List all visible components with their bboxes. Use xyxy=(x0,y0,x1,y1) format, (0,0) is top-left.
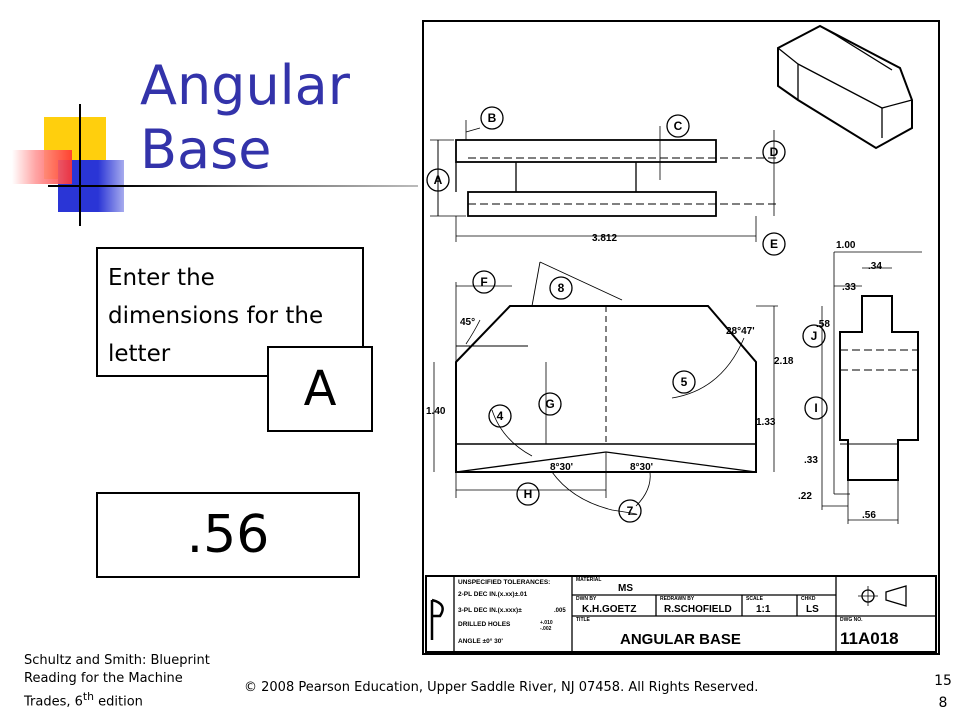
tb-chkd-label: CHKD xyxy=(801,596,816,602)
dim-34: .34 xyxy=(868,261,882,272)
citation xyxy=(24,652,239,711)
citation-line3-suffix: edition xyxy=(94,694,143,710)
tb-tol2v: .005 xyxy=(554,608,566,614)
dim-33a: .33 xyxy=(842,282,856,293)
dim-100: 1.00 xyxy=(836,240,856,251)
dim-56: .56 xyxy=(862,510,876,521)
tb-dwn: K.H.GOETZ xyxy=(582,604,637,615)
dim-140: 1.40 xyxy=(426,406,446,417)
answer-box[interactable] xyxy=(96,492,360,578)
citation-line3-sup: th xyxy=(82,690,95,703)
dim-3812: 3.812 xyxy=(592,233,618,244)
tb-scale: 1:1 xyxy=(756,604,771,615)
tb-scale-label: SCALE xyxy=(746,596,763,602)
dim-58: .58 xyxy=(816,319,830,330)
letter-value: A xyxy=(303,361,337,417)
label-8: 8 xyxy=(557,281,565,295)
dim-830a: 8°30' xyxy=(550,462,574,473)
label-7: 7 xyxy=(626,504,634,518)
label-E: E xyxy=(769,237,779,251)
dim-133: 1.33 xyxy=(756,417,776,428)
label-5: 5 xyxy=(680,375,688,389)
label-B: B xyxy=(487,111,497,125)
blueprint-drawing xyxy=(422,20,942,656)
page-number: 158 xyxy=(934,673,952,711)
tb-material-label: MATERIAL xyxy=(576,577,602,583)
prompt-text: Enter the dimensions for the letter xyxy=(108,265,324,367)
answer-value: .56 xyxy=(186,505,270,565)
dim-218: 2.18 xyxy=(774,356,794,367)
tb-tol3v2: -.002 xyxy=(540,626,552,632)
slide-title-line2: Base xyxy=(140,118,272,181)
tb-redrawn-label: REDRAWN BY xyxy=(660,596,695,602)
tb-material: MS xyxy=(618,583,633,594)
citation-line3-prefix: Trades, 6 xyxy=(24,694,83,710)
tb-part-title: ANGULAR BASE xyxy=(620,631,741,648)
slide-title-line1: Angular xyxy=(140,54,350,117)
label-G: G xyxy=(545,397,555,411)
citation-line2: Reading for the Machine xyxy=(24,671,183,686)
slide-title xyxy=(140,54,350,182)
tb-title-label: TITLE xyxy=(576,617,590,623)
label-F: F xyxy=(480,275,488,289)
label-A: A xyxy=(433,173,443,187)
tb-tol3v1: +.010 xyxy=(540,620,553,626)
label-I: I xyxy=(814,401,818,415)
dim-2847: 28°47' xyxy=(726,326,755,337)
dim-45deg: 45° xyxy=(460,317,476,328)
label-D: D xyxy=(769,145,779,159)
label-J: J xyxy=(810,329,818,343)
label-H: H xyxy=(523,487,533,501)
tb-tol1: 2-PL DEC IN.(x.xx)±.01 xyxy=(458,591,528,598)
letter-box xyxy=(267,346,373,432)
dim-33b: .33 xyxy=(804,455,818,466)
decorative-red-square xyxy=(12,150,72,184)
citation-line1: Schultz and Smith: Blueprint xyxy=(24,653,210,668)
label-4: 4 xyxy=(496,409,504,423)
dim-22: .22 xyxy=(798,491,812,502)
tb-tol4: ANGLE ±0° 30' xyxy=(458,638,503,645)
decorative-vertical-line xyxy=(79,104,81,226)
tb-dwn-label: DWN BY xyxy=(576,596,597,602)
tb-dwg: 11A018 xyxy=(840,629,899,648)
tb-redrawn: R.SCHOFIELD xyxy=(664,604,732,615)
tb-tol3: DRILLED HOLES xyxy=(458,621,511,628)
label-C: C xyxy=(673,119,683,133)
copyright: © 2008 Pearson Education, Upper Saddle River, NJ 07458. All Rights Reserved. xyxy=(244,680,759,695)
tb-dwg-label: DWG NO. xyxy=(840,617,863,623)
tb-chkd: LS xyxy=(806,604,819,615)
decorative-horizontal-line xyxy=(48,185,418,187)
tb-tol-head: UNSPECIFIED TOLERANCES: xyxy=(458,579,551,586)
tb-tol2: 3-PL DEC IN.(x.xxx)± xyxy=(458,607,522,614)
dim-830b: 8°30' xyxy=(630,462,654,473)
